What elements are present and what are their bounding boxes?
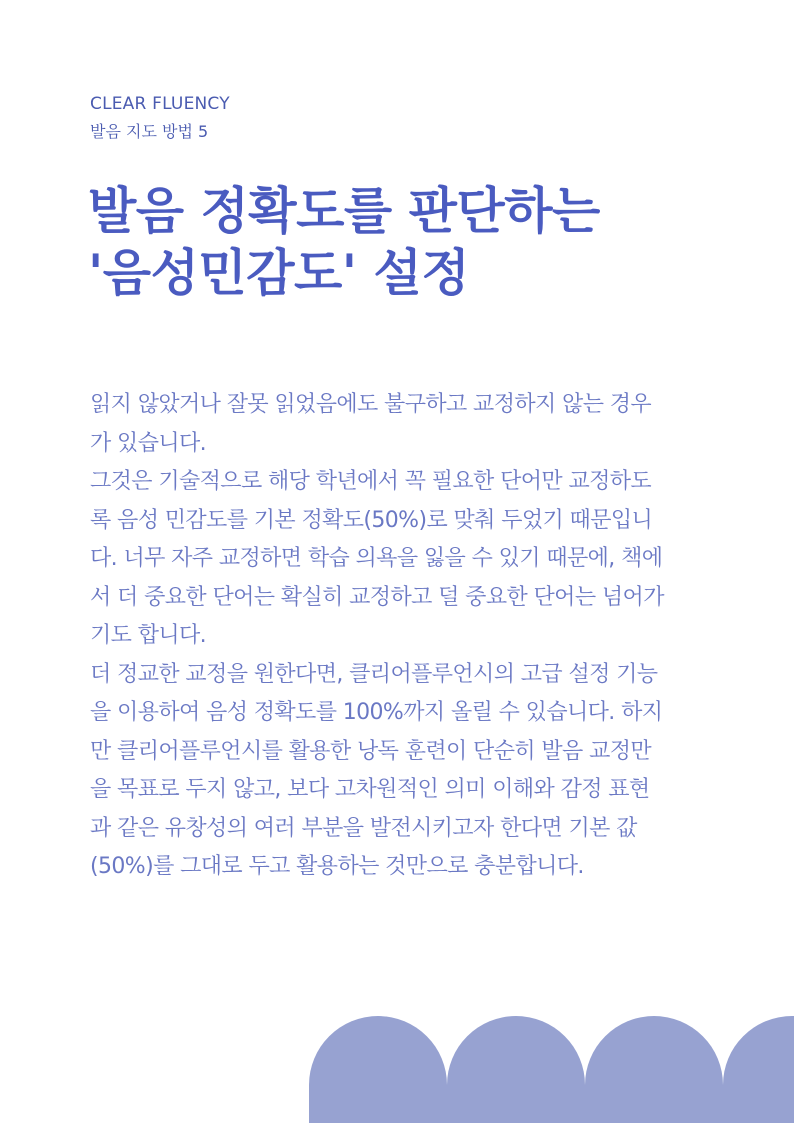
body-line: 가 있습니다.: [90, 430, 207, 456]
title-line: '음성민감도' 설정: [88, 244, 470, 302]
body-line: 읽지 않았거나 잘못 읽었음에도 불구하고 교정하지 않는 경우: [90, 392, 652, 417]
body-line: 기도 합니다.: [90, 623, 207, 648]
title-line: 발음 정확도를 판단하는: [88, 182, 600, 240]
body-line: 을 목표로 두지 않고, 보다 고차원적인 의미 이해와 감정 표현: [90, 777, 650, 802]
brand-name: CLEAR FLUENCY: [90, 94, 230, 114]
wave-arch: [723, 1016, 794, 1123]
decorative-wave-shapes: [0, 1013, 794, 1123]
body-line: 다. 너무 자주 교정하면 학습 의욕을 잃을 수 있기 때문에, 책에: [90, 546, 663, 571]
body-line: 서 더 중요한 단어는 확실히 교정하고 덜 중요한 단어는 넘어가: [90, 584, 664, 610]
body-line: 그것은 기술적으로 해당 학년에서 꼭 필요한 단어만 교정하도: [90, 469, 652, 494]
body-line: 만 클리어플루언시를 활용한 낭독 훈련이 단순히 발음 교정만: [90, 738, 652, 764]
body-line: 록 음성 민감도를 기본 정확도(50%)로 맞춰 두었기 때문입니: [90, 507, 653, 533]
wave-arch: [585, 1016, 723, 1123]
body-line: 을 이용하여 음성 정확도를 100%까지 올릴 수 있습니다. 하지: [90, 700, 663, 725]
wave-arch: [447, 1016, 585, 1123]
body-line: 과 같은 유창성의 여러 부분을 발전시키고자 한다면 기본 값: [90, 815, 637, 841]
section-subtitle: 발음 지도 방법 5: [90, 122, 209, 141]
body-line: (50%)를 그대로 두고 활용하는 것만으로 충분합니다.: [90, 854, 584, 879]
body-line: 더 정교한 교정을 원한다면, 클리어플루언시의 고급 설정 기능: [90, 661, 658, 687]
page-title: [88, 180, 728, 304]
wave-arch: [309, 1016, 447, 1123]
body-text: [90, 386, 730, 887]
